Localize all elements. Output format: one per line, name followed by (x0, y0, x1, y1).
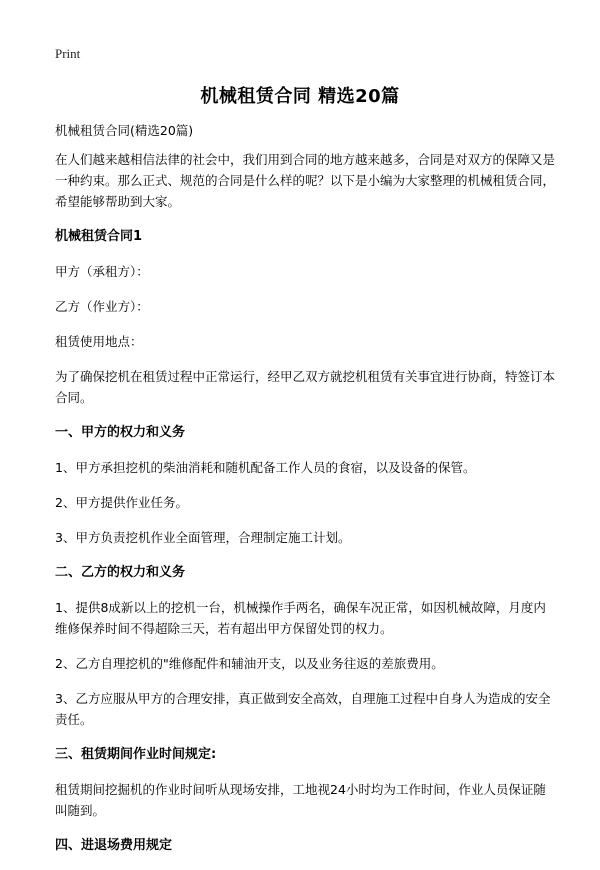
section-heading: 一、甲方的权力和义务 (55, 425, 186, 440)
purpose-paragraph: 为了确保挖机在租赁过程中正常运行，经甲乙双方就挖机租赁有关事宜进行协商，特签订本合同。 (55, 369, 556, 405)
list-item: 3、甲方负责挖机作业全面管理，合理制定施工计划。 (55, 530, 351, 545)
intro-paragraph: 在人们越来越相信法律的社会中，我们用到合同的地方越来越多，合同是对双方的保障又是一种约束。那么正式、规范的合同是什么样的呢？以下是小编为大家整理的机械租赁合同，希望能够帮助到大家。 (55, 152, 556, 209)
list-item: 3、乙方应服从甲方的合理安排，真正做到安全高效，自理施工过程中自身人为造成的安全责任。 (55, 691, 551, 727)
section-paragraph: 租赁期间挖掘机的作业时间听从现场安排，工地视24小时均为工作时间，作业人员保证随叫随到。 (55, 782, 546, 818)
party-b-line: 乙方（作业方）： (55, 299, 149, 314)
page-title: 机械租赁合同 精选20篇 (200, 86, 400, 107)
section-heading: 二、乙方的权力和义务 (55, 565, 186, 580)
section-heading: 三、租赁期间作业时间规定: (55, 747, 217, 762)
party-a-line: 甲方（承租方）： (55, 264, 149, 279)
document-subtitle: 机械租赁合同(精选20篇) (55, 123, 194, 138)
location-line: 租赁使用地点： (55, 334, 143, 349)
print-link[interactable]: Print (55, 46, 81, 61)
list-item: 2、甲方提供作业任务。 (55, 495, 188, 510)
list-item: 1、甲方承担挖机的柴油消耗和随机配备工作人员的食宿，以及设备的保管。 (55, 460, 476, 475)
list-item: 2、乙方自理挖机的"维修配件和辅油开支，以及业务往返的差旅费用。 (55, 656, 444, 671)
section-heading: 四、进退场费用规定 (55, 838, 173, 853)
document-body (55, 120, 555, 870)
list-item: 1、提供8成新以上的挖机一台，机械操作手两名，确保车况正常，如因机械故障，月度内维修保养时间不得超除三天，若有超出甲方保留处罚的权力。 (55, 600, 546, 636)
contract-heading: 机械租赁合同1 (55, 229, 143, 244)
